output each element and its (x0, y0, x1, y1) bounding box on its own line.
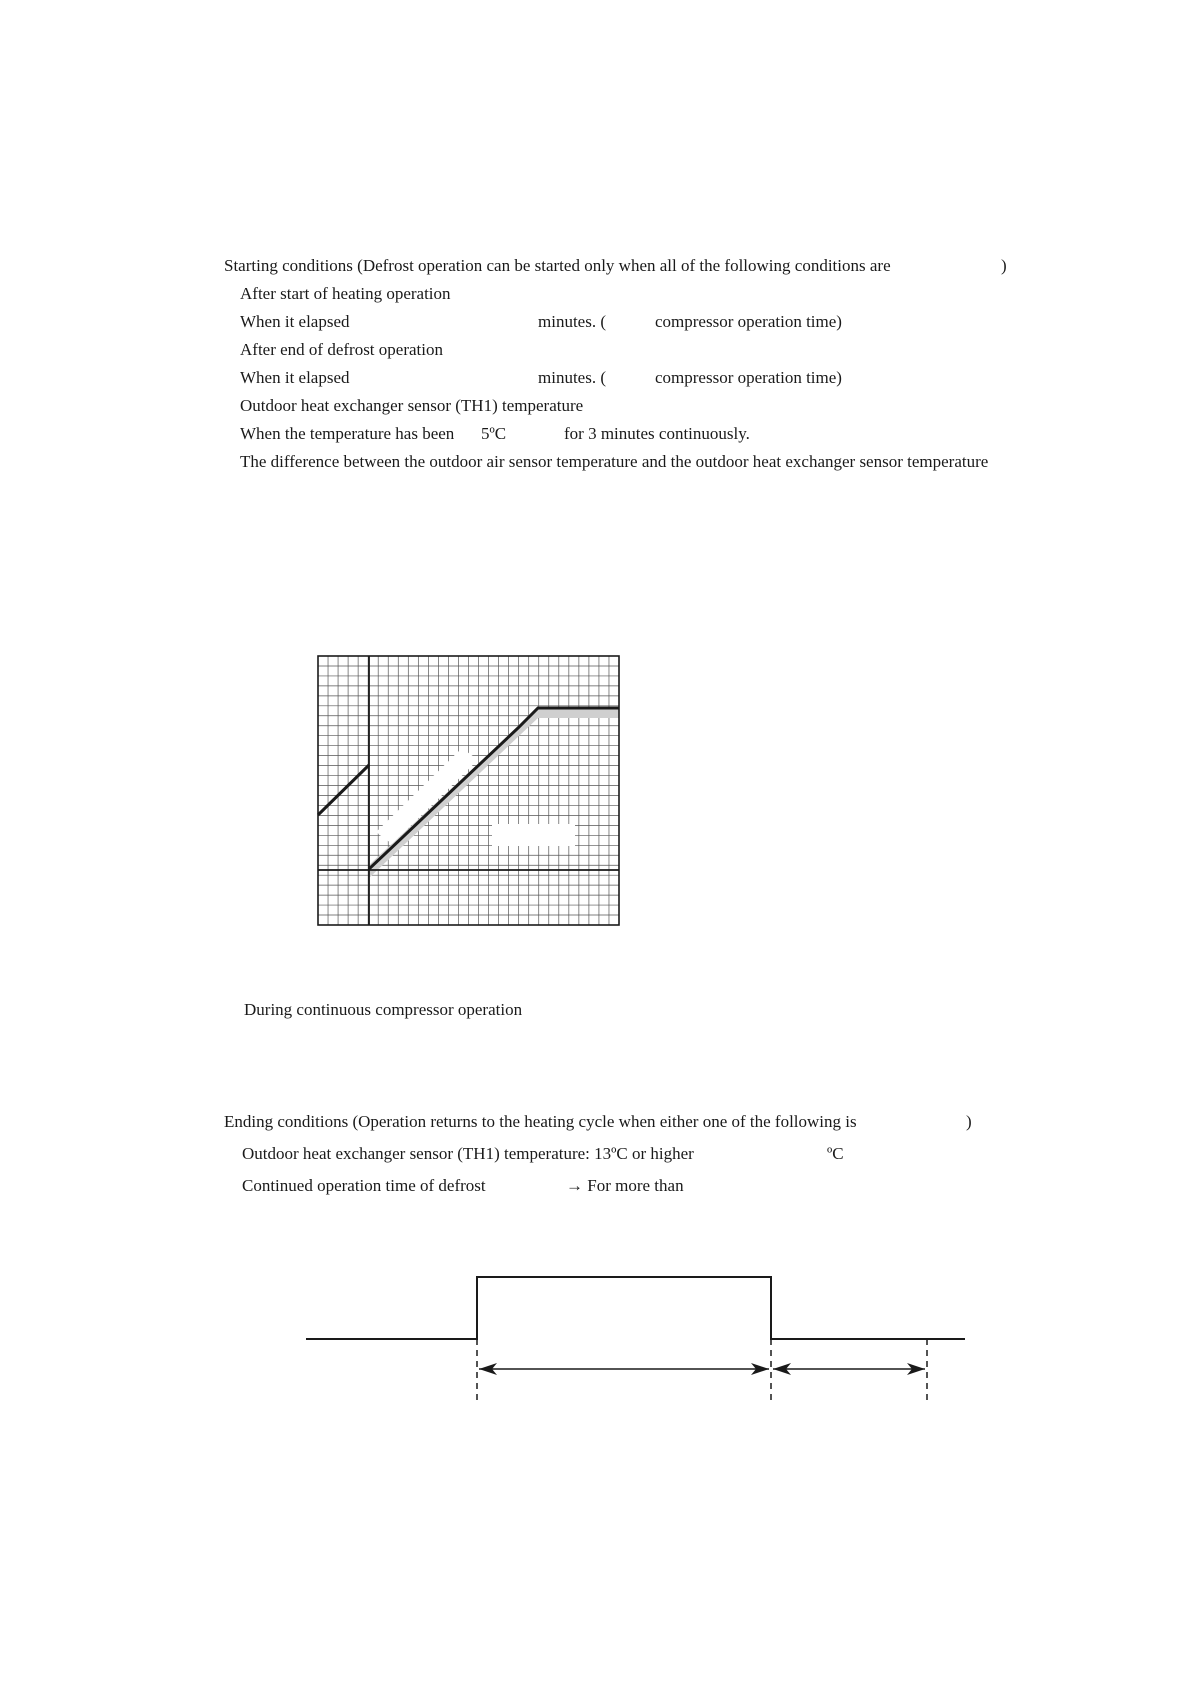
elapsed2-minutes: minutes. ( (538, 368, 606, 387)
after-heating-label: After start of heating operation (240, 284, 451, 303)
elapsed1-minutes: minutes. ( (538, 312, 606, 331)
temp-duration: for 3 minutes continuously. (564, 424, 750, 443)
starting-heading: Starting conditions (Defrost operation can be started only when all of the following conditions are (224, 256, 891, 275)
difference-label: The difference between the outdoor air sensor temperature and the outdoor heat exchanger sensor temperature (240, 452, 989, 471)
during-label: During continuous compressor operation (244, 1000, 523, 1019)
ending-sensor-label: Outdoor heat exchanger sensor (TH1) temperature: 13ºC or higher (242, 1144, 694, 1163)
ending-arrow-label: → For more than (566, 1176, 684, 1195)
timing-signal (306, 1277, 965, 1339)
elapsed1-compressor: compressor operation time) (655, 312, 842, 331)
starting-heading-close: ) (1001, 256, 1007, 275)
temp-value: 5ºC (481, 424, 507, 443)
elapsed2-label: When it elapsed (240, 368, 350, 387)
ending-continued-label: Continued operation time of defrost (242, 1176, 486, 1195)
elapsed2-compressor: compressor operation time) (655, 368, 842, 387)
sensor-label: Outdoor heat exchanger sensor (TH1) temperature (240, 396, 584, 415)
ending-heading-close: ) (966, 1112, 972, 1131)
elapsed1-label: When it elapsed (240, 312, 350, 331)
ending-unit: ºC (827, 1144, 844, 1163)
after-defrost-label: After end of defrost operation (240, 340, 443, 359)
ending-heading: Ending conditions (Operation returns to the heating cycle when either one of the following is (224, 1112, 857, 1131)
temp-label: When the temperature has been (240, 424, 455, 443)
